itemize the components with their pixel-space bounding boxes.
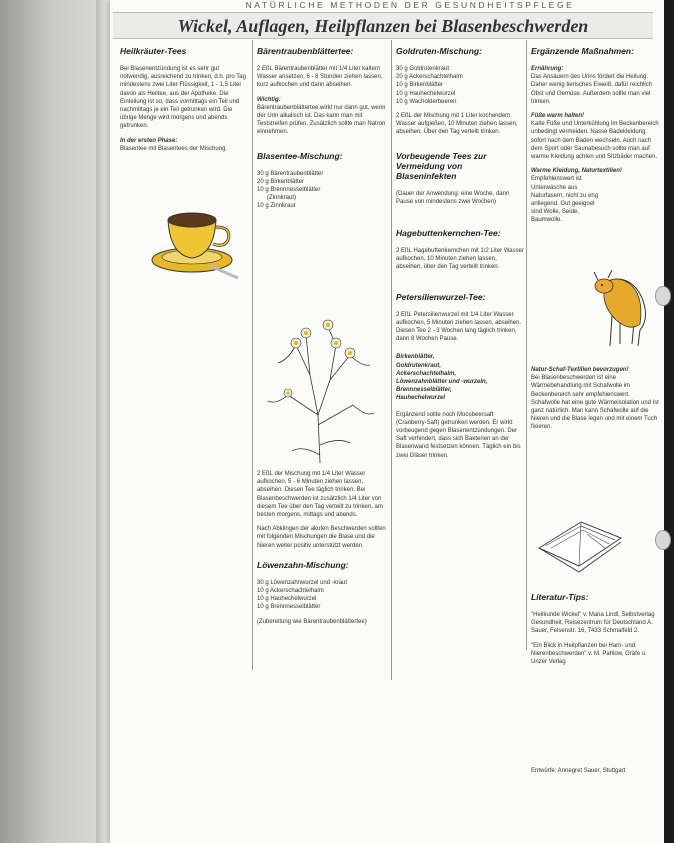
important-text: Bärentraubenblättertee wirkt nur dann gut, wenn der Urin alkalisch ist. Das kann man mit Teststreifen prüfen. Zusätzlich sollte man Natron einnehmen. <box>257 104 386 136</box>
parsley-text: 2 EßL Petersilienwurzel mit 1/4 Liter Wasser aufkochen, 5 Minuten ziehen lassen, abseihen. Diesen Tee 2 - 3 Wochen lang täglich trinken, dann 8 Wochen Pause. <box>396 311 522 343</box>
sheep-textile-text: Bei Blasenbeschwerden ist eine Wärmebehandlung mit Schafwolle im Beckenbereich sehr empfehlenswert. Schafwolle hat eine gute Wärmeisolation und ist ganz natürlich. Man kann Schafwolle auf die Nieren und die Blase legen und mit einem Tuch fixieren. <box>531 375 659 431</box>
literature-item: "Heilkunde Wickel" v. Maria Lindl, Selbstverlag Gesundheit, Reisezentrum für Deutschland A. Sauer, Felsenstr. 16, 7433 Schmalfeld 2. <box>531 612 655 635</box>
heading-rosehip-tea: Hagebuttenkernchen-Tee: <box>396 228 501 239</box>
first-phase-text: Blasentee mit Blasentees der Mischung. <box>120 145 228 152</box>
list-item: 10 g Hauhechelwurzel <box>396 90 456 97</box>
heading-herbal-teas: Heilkräuter-Tees <box>120 46 187 56</box>
warm-feet-label: Füße warm halten! <box>531 113 585 120</box>
scan-edge <box>664 0 674 843</box>
goldenrod-text: 2 EßL der Mischung mit 1 Liter kochendem Wasser aufgießen, 10 Minuten ziehen lassen, abseihen. Über den Tag verteilt trinken. <box>396 113 518 136</box>
first-phase-label: In der ersten Phase: <box>120 137 178 144</box>
column-3 <box>396 46 524 466</box>
herbal-teas-text: Bei Blasenentzündung ist es sehr gut notwendig, ausreichend zu trinken, d.h. pro Tag mindestens zwei Liter Flüssigkeit, 1 - 1,5 Liter davon als Heiltee, aus der Apotheke. Die Einteilung ist so, dass vormittags ein Teil und nachmittags je ein Teil getrunken wird. Die übrige Menge wird morgens und abends getrunken. <box>120 66 246 130</box>
aftercare-text: Nach Abklingen der akuten Beschwerden sollten mit folgenden Mischungen die Blase und die Nieren weiter positiv unterstützt werden. <box>257 526 386 549</box>
goldenrod-list <box>396 65 524 106</box>
list-item: Birkenblätter, <box>396 354 435 361</box>
column-4-lower <box>531 592 659 672</box>
list-item: 30 g Löwenzahnwurzel und -kraut <box>257 579 348 586</box>
column-rule <box>526 40 527 650</box>
list-item: 10 g Brennnesselblätter <box>257 604 321 611</box>
list-item: 30 g Bärentraubenblätter <box>257 170 324 177</box>
heading-parsley-root-tea: Petersilienwurzel-Tee: <box>396 291 486 302</box>
column-rule <box>391 40 392 680</box>
teacup-illustration <box>150 200 245 280</box>
list-item: Brennnesselblätter, <box>396 387 452 394</box>
list-item: 10 g Brennnesselblätter <box>257 187 321 194</box>
list-item: Hauhechelwurzel <box>396 395 446 402</box>
list-item: 20 g Ackerschachtelhalm <box>396 74 463 81</box>
list-item: 30 g Goldrutenkraut <box>396 66 450 72</box>
clothing-label: Warme Kleidung, Naturtextilien! <box>531 168 622 175</box>
kicker: NATÜRLICHE METHODEN DER GESUNDHEITSPFLEGE <box>245 0 575 10</box>
open-book-illustration <box>535 508 625 578</box>
list-item: Löwenzahnblätter und -wurzeln, <box>396 379 488 386</box>
important-label: Wichtig: <box>257 96 281 103</box>
list-item: Goldrutenkraut, <box>396 362 442 369</box>
nutrition-label: Ernährung: <box>531 66 564 72</box>
column-rule <box>252 40 253 670</box>
column-4-middle <box>531 366 659 438</box>
preparation-text: 2 EßL der Mischung mit 1/4 Liter Wasser aufkochen, 5 - 6 Minuten ziehen lassen, abseihen. Diesen Tee täglich trinken. Bei Blasenbeschwerden ist zusätzlich 1/4 Liter von diesem Tee über den Tag verteilt zu trinken, am besten morgens, mittags und abends. <box>257 471 383 519</box>
heading-preventive-teas: Vorbeugende Tees zur Vermeidung von Blaseninfekten <box>396 150 487 181</box>
punch-hole <box>655 530 671 550</box>
warm-feet-text: Kalte Füße und Unterkühlung im Beckenbereich unbedingt vermeiden. Nasse Badekleidung sofort nach dem Baden wechseln. Auch nach dem Sport oder Saunabesuch sollte man auf warme Kleidung achten und Sitzbäder machen. <box>531 121 659 161</box>
chamomile-plant-illustration <box>258 305 383 465</box>
page-title: Wickel, Auflagen, Heilpflanzen bei Blasenbeschwerden <box>177 16 589 36</box>
column-4 <box>531 46 659 231</box>
literature-item: "Ein Blick in Heilpflanzen bei Harn- und Nierenbeschwerden" v. M. Pahlow, Gräfe u. Unzer Verlag <box>531 642 647 666</box>
list-item: 10 g Birkenblätter <box>396 82 444 89</box>
preparation-note: (Zubereitung wie Bärentraubenblättertee) <box>257 618 367 625</box>
heading-supplementary-measures: Ergänzende Maßnahmen: <box>531 46 634 56</box>
list-item: 10 g Ackerschachtelhalm <box>257 588 324 595</box>
heading-bladder-tea-mix: Blasentee-Mischung: <box>257 150 343 161</box>
list-item: 10 g Wacholderbeeren <box>396 98 457 105</box>
list-item: (Zinnkraut) <box>267 195 297 202</box>
bearberry-text: 2 EßL Bärentraubenblätter mit 1/4 Liter kaltem Wasser ansetzen, 6 - 8 Stunden ziehen lassen, kurz aufkochen und dann abseihen. <box>257 66 383 89</box>
list-item: 10 g Hauhechelwurzel <box>257 596 317 603</box>
cranberry-text: Ergänzend sollte noch Moosbeersaft (Cranberry-Saft) getrunken werden. Er wirkt vorbeugend gegen Blasenentzündungen. Der Saft verhindert, dass sich Bakterien an der Blasenwand festsetzen können. Täglich ein bis zwei Gläser trinken. <box>396 411 521 459</box>
lamb-illustration <box>590 258 658 350</box>
clothing-text: Empfehlenswert ist Unterwäsche aus Naturfasern, nicht zu eng anliegend. Gut geeignet sind Wolle, Seide, Baumwolle. <box>531 176 599 224</box>
credit-line: Entwürfe: Annegret Sauer, Stuttgart <box>531 768 626 774</box>
dandelion-list <box>257 579 387 612</box>
column-2 <box>257 46 387 211</box>
preventive-text: (Dauer der Anwendung: eine Woche, dann Pause von mindestens zwei Wochen) <box>396 190 510 205</box>
list-item: 20 g Birkenblätter <box>257 178 305 185</box>
heading-bearberry-tea: Bärentraubenblättertee: <box>257 46 354 56</box>
column-2-lower <box>257 470 387 626</box>
heading-goldenrod-mix: Goldruten-Mischung: <box>396 46 482 56</box>
list-item: Ackerschachtelhalm, <box>396 370 457 377</box>
heading-literature-tips: Literatur-Tips: <box>531 592 589 602</box>
title-banner <box>113 12 653 39</box>
nutrition-text: Das Ansäuern des Urins fördert die Heilung. Daher wenig tierisches Eiweiß, dafür reichlich Obst und Gemüse. Außerdem sollte man viel trinken. <box>531 74 653 105</box>
list-item: 10 g Zinnkraut <box>257 203 296 210</box>
sheep-textile-label: Natur-Schaf-Textilien bevorzugen! <box>531 367 629 373</box>
ingredient-list <box>257 170 387 211</box>
rosehip-text: 2 EßL Hagebuttenkernchen mit 1/2 Liter Wasser aufkochen, 10 Minuten ziehen lassen, abseihen, über den Tag verteilt trinken. <box>396 248 524 271</box>
herb-list <box>396 353 524 402</box>
heading-dandelion-mix: Löwenzahn-Mischung: <box>257 559 349 570</box>
column-1 <box>120 46 246 159</box>
